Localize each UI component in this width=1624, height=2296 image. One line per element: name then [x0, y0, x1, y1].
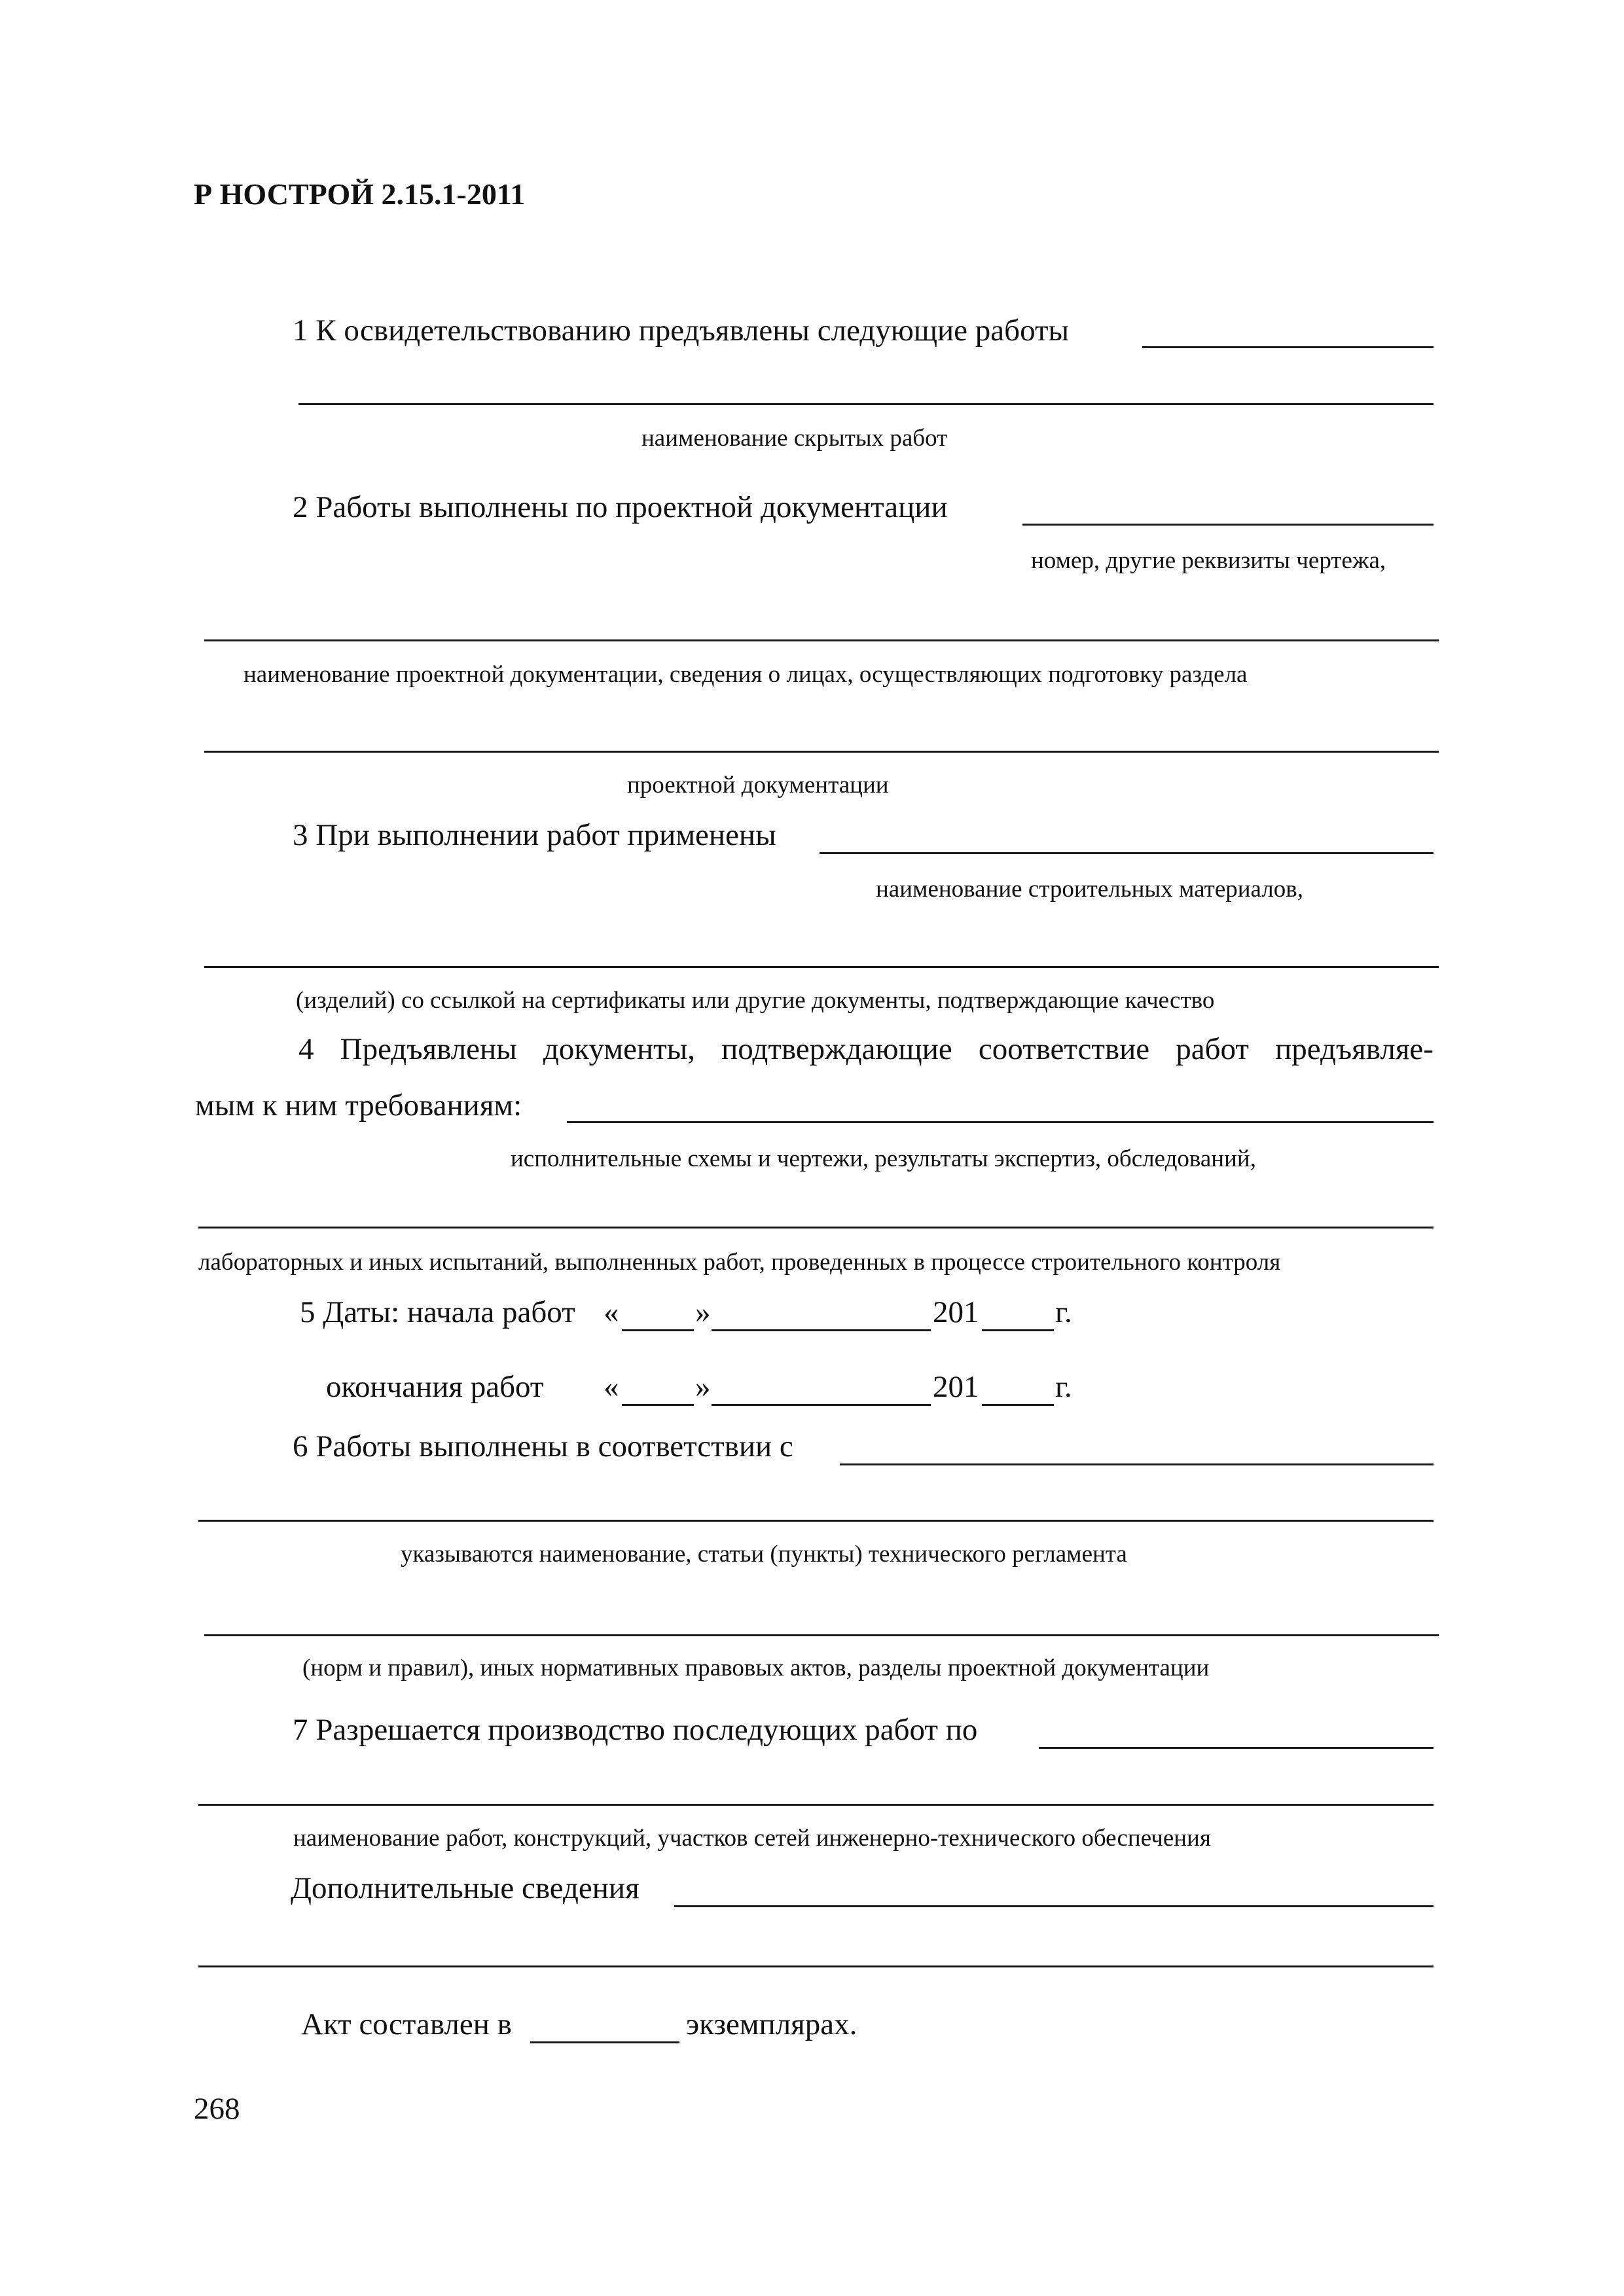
document-code: Р НОСТРОЙ 2.15.1-2011	[194, 177, 526, 211]
start-year-prefix: 201	[933, 1295, 979, 1329]
open-quote: «	[604, 1370, 619, 1404]
item-4-word: 4	[298, 1032, 314, 1066]
item-1-caption: наименование скрытых работ	[641, 425, 948, 452]
start-month-field[interactable]	[712, 1329, 931, 1331]
end-year-suffix: г.	[1055, 1370, 1072, 1404]
item-2-field-2[interactable]	[204, 751, 1439, 753]
item-4-word: Предъявлены	[340, 1032, 517, 1066]
close-quote: »	[695, 1295, 711, 1329]
start-day-field[interactable]	[622, 1329, 694, 1331]
additional-info-field[interactable]	[198, 1965, 1434, 1967]
item-4-caption-1: исполнительные схемы и чертежи, результаты экспертиз, обследований,	[511, 1145, 1256, 1172]
item-1-field[interactable]	[298, 403, 1434, 405]
item-7-field[interactable]	[198, 1804, 1434, 1806]
item-6-caption-2: (норм и правил), иных нормативных правовых актов, разделы проектной документации	[302, 1655, 1210, 1681]
start-year-field[interactable]	[982, 1329, 1054, 1331]
item-3-field-inline[interactable]	[820, 852, 1434, 854]
item-3-caption-2: (изделий) со ссылкой на сертификаты или другие документы, подтверждающие качество	[296, 987, 1215, 1014]
item-6-caption-1: указываются наименование, статьи (пункты) технического регламента	[401, 1541, 1127, 1568]
item-3-caption-1: наименование строительных материалов,	[876, 876, 1303, 903]
item-4-line-2: мым к ним требованиям:	[195, 1088, 522, 1122]
item-1-field-inline[interactable]	[1142, 346, 1434, 348]
item-4-field[interactable]	[198, 1227, 1434, 1229]
end-day-field[interactable]	[622, 1404, 694, 1406]
item-4-word: документы,	[543, 1032, 695, 1066]
item-4-word: предъявляе-	[1275, 1032, 1434, 1066]
item-3-field[interactable]	[204, 966, 1439, 968]
copies-count-field[interactable]	[530, 2041, 679, 2043]
item-5-end-label: окончания работ	[326, 1370, 544, 1404]
item-6-field-1[interactable]	[198, 1520, 1434, 1522]
item-2-caption-3: проектной документации	[627, 772, 889, 798]
item-3-label: 3 При выполнении работ применены	[293, 818, 776, 852]
item-6-field-2[interactable]	[204, 1634, 1439, 1636]
additional-info-field-inline[interactable]	[674, 1905, 1434, 1907]
item-7-field-inline[interactable]	[1039, 1747, 1434, 1749]
item-2-field-1[interactable]	[204, 639, 1439, 641]
item-7-caption: наименование работ, конструкций, участков сетей инженерно-технического обеспечения	[293, 1825, 1211, 1852]
end-month-field[interactable]	[712, 1404, 931, 1406]
item-2-caption-1: номер, другие реквизиты чертежа,	[1031, 547, 1386, 574]
item-5-start-label: 5 Даты: начала работ	[300, 1295, 575, 1329]
item-6-label: 6 Работы выполнены в соответствии с	[293, 1429, 793, 1463]
start-year-suffix: г.	[1055, 1295, 1072, 1329]
item-2-label: 2 Работы выполнены по проектной документации	[293, 490, 948, 524]
item-2-field-inline[interactable]	[1022, 524, 1434, 526]
item-2-caption-2: наименование проектной документации, сведения о лицах, осуществляющих подготовку раздела	[244, 661, 1248, 688]
item-4-word: подтверждающие	[721, 1032, 952, 1066]
item-4-word: работ	[1176, 1032, 1249, 1066]
item-6-field-inline[interactable]	[840, 1463, 1434, 1465]
open-quote: «	[604, 1295, 619, 1329]
copies-prefix: Акт составлен в	[301, 2007, 512, 2041]
item-4-field-inline[interactable]	[567, 1121, 1434, 1123]
end-year-field[interactable]	[982, 1404, 1054, 1406]
additional-info-label: Дополнительные сведения	[291, 1871, 640, 1905]
item-1-label: 1 К освидетельствованию предъявлены следующие работы	[293, 314, 1070, 348]
item-4-line-1	[298, 1034, 1434, 1065]
copies-suffix: экземплярах.	[686, 2007, 857, 2041]
page-number: 268	[194, 2092, 240, 2126]
item-4-word: соответствие	[978, 1032, 1150, 1066]
item-4-caption-2: лабораторных и иных испытаний, выполненных работ, проведенных в процессе строительного контроля	[198, 1249, 1281, 1276]
close-quote: »	[695, 1370, 711, 1404]
end-year-prefix: 201	[933, 1370, 979, 1404]
item-7-label: 7 Разрешается производство последующих работ по	[293, 1713, 978, 1747]
